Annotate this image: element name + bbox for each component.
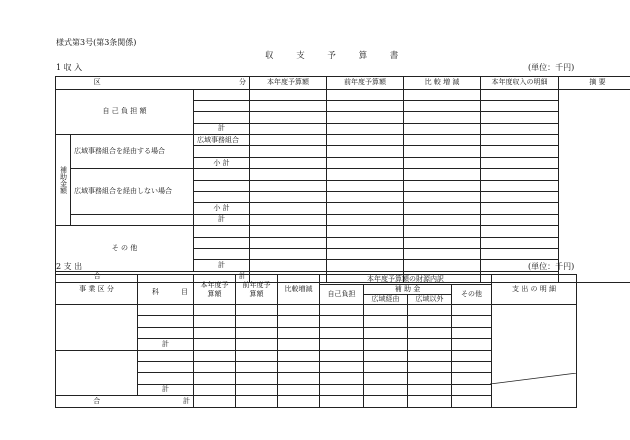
with-wide-area-subtotal: 小 計 [194, 157, 250, 168]
form-label: 様式第3号(第3条関係) [56, 38, 137, 47]
header-business-category: 事 業 区 分 [56, 275, 138, 305]
without-wide-area-label: 広域事務組合を経由しない場合 [71, 169, 194, 215]
header-comparison: 比 較 増 減 [404, 77, 481, 90]
revenue-section-heading: 1 収 入 [56, 63, 83, 72]
grand-total-diagonal-line [490, 373, 577, 384]
header-item [138, 275, 194, 305]
header-funding-breakdown: 本年度予算額の財源内訳 [320, 275, 492, 285]
other-label: そ の 他 [56, 226, 194, 272]
own-burden-total: 計 [194, 123, 250, 134]
header-current-budget: 本年度予算額 [194, 275, 236, 305]
revenue-grand-total-left: 合 [56, 271, 139, 282]
expenditure-grand-total-left: 合 [56, 396, 138, 407]
header-comparison: 比較増減 [278, 275, 320, 305]
expenditure-section-heading: 2 支 出 [56, 262, 83, 271]
revenue-unit-note: (単位：千円) [528, 63, 575, 72]
header-non-wide-area: 広域以外 [408, 295, 452, 305]
block2-total: 計 [138, 384, 194, 395]
header-item-left: 科 [152, 288, 159, 296]
header-category-2: 分 [139, 77, 250, 90]
own-burden-label: 自 己 負 担 額 [56, 89, 194, 135]
revenue-header-row [56, 77, 630, 90]
expenditure-detail-cell [492, 305, 577, 408]
header-other: その他 [452, 285, 492, 305]
header-via-wide-area: 広域経由 [364, 295, 408, 305]
header-category: 区 [56, 77, 139, 90]
page-title: 収 支 予 算 書 [265, 51, 409, 61]
header-own-burden: 自己負担 [320, 285, 364, 305]
header-breakdown: 本年度収入の明細 [481, 77, 559, 90]
wide-area-union-label: 広域事務組合 [194, 135, 250, 146]
header-previous-budget: 前年度予算額 [236, 275, 278, 305]
header-current-budget: 本年度予算額 [250, 77, 327, 90]
subsidy-label: 補助金額 [56, 135, 71, 226]
other-total: 計 [194, 260, 250, 271]
header-previous-budget: 前年度予算額 [327, 77, 404, 90]
expenditure-unit-note: (単位：千円) [528, 262, 575, 271]
revenue-table [55, 76, 630, 283]
remarks-cell [559, 89, 630, 283]
header-remarks: 摘 要 [559, 77, 630, 90]
expenditure-table [55, 274, 577, 408]
revenue-grand-total-right: 計 [139, 271, 250, 282]
block1-total: 計 [138, 339, 194, 350]
header-subsidy: 補 助 金 [364, 285, 452, 295]
without-wide-area-subtotal: 小 計 [194, 203, 250, 214]
header-item-right: 目 [181, 288, 188, 296]
expenditure-grand-total-right: 計 [138, 396, 194, 407]
with-wide-area-label: 広域事務組合を経由する場合 [71, 135, 194, 169]
subsidy-total: 計 [194, 214, 250, 225]
header-expenditure-detail: 支 出 の 明 細 [492, 275, 577, 305]
